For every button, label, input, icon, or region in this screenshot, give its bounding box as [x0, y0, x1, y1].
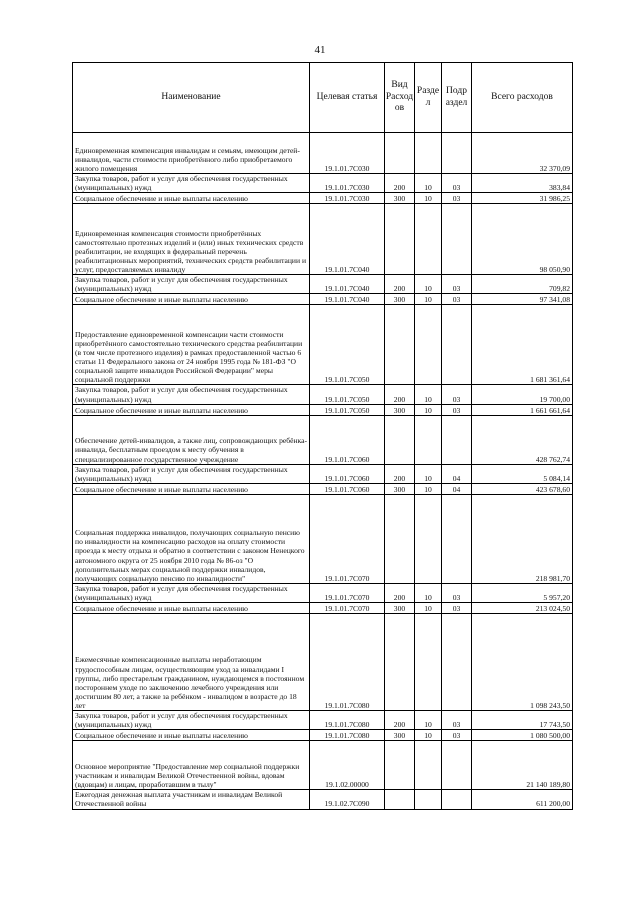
row-total: 1 098 243,50: [472, 614, 573, 711]
row-code: 19.1.02.7С090: [310, 790, 385, 809]
row-name: Социальное обеспечение и иные выплаты населению: [73, 294, 310, 305]
row-code: 19.1.01.7С080: [310, 730, 385, 741]
row-vid: [385, 204, 415, 275]
row-vid: 300: [385, 404, 415, 415]
table-row: [73, 603, 573, 614]
row-code: 19.1.02.00000: [310, 741, 385, 790]
header-total: Всего расходов: [472, 63, 573, 133]
row-vid: 200: [385, 711, 415, 730]
row-razdel: 10: [415, 483, 442, 494]
table-row: [73, 385, 573, 404]
row-total: 97 341,08: [472, 294, 573, 305]
row-vid: 200: [385, 385, 415, 404]
row-podrazdel: 04: [442, 483, 472, 494]
row-podrazdel: 03: [442, 294, 472, 305]
row-razdel: [415, 494, 442, 583]
row-code: 19.1.01.7С030: [310, 174, 385, 193]
row-code: 19.1.01.7С060: [310, 415, 385, 464]
table-row: [73, 494, 573, 583]
row-razdel: 10: [415, 174, 442, 193]
table-row: [73, 275, 573, 294]
row-razdel: [415, 614, 442, 711]
row-razdel: [415, 741, 442, 790]
row-vid: 300: [385, 193, 415, 204]
header-name: Наименование: [73, 63, 310, 133]
page-number: 41: [314, 44, 326, 56]
row-razdel: 10: [415, 404, 442, 415]
row-podrazdel: [442, 415, 472, 464]
row-podrazdel: [442, 133, 472, 174]
table-row: [73, 614, 573, 711]
row-podrazdel: 03: [442, 385, 472, 404]
row-total: 423 678,60: [472, 483, 573, 494]
row-razdel: 10: [415, 294, 442, 305]
row-name: Социальное обеспечение и иные выплаты населению: [73, 404, 310, 415]
row-podrazdel: 03: [442, 583, 472, 602]
row-podrazdel: [442, 741, 472, 790]
row-code: 19.1.01.7С040: [310, 294, 385, 305]
row-code: 19.1.01.7С050: [310, 404, 385, 415]
row-razdel: [415, 204, 442, 275]
row-code: 19.1.01.7С060: [310, 464, 385, 483]
row-total: 1 080 500,00: [472, 730, 573, 741]
table-row: [73, 483, 573, 494]
row-name: Социальное обеспечение и иные выплаты населению: [73, 193, 310, 204]
row-podrazdel: 03: [442, 730, 472, 741]
row-code: 19.1.01.7С070: [310, 583, 385, 602]
row-razdel: [415, 305, 442, 385]
row-name: Закупка товаров, работ и услуг для обеспечения государственных (муниципальных) нужд: [73, 385, 310, 404]
row-total: 19 700,00: [472, 385, 573, 404]
header-razdel: Разде л: [415, 63, 442, 133]
row-total: 709,82: [472, 275, 573, 294]
row-vid: [385, 494, 415, 583]
row-podrazdel: 03: [442, 174, 472, 193]
row-name: Социальное обеспечение и иные выплаты населению: [73, 483, 310, 494]
header-vid: Вид Расход ов: [385, 63, 415, 133]
row-podrazdel: 03: [442, 711, 472, 730]
row-name: Закупка товаров, работ и услуг для обеспечения государственных (муниципальных) нужд: [73, 711, 310, 730]
row-total: 32 370,09: [472, 133, 573, 174]
row-vid: 200: [385, 583, 415, 602]
row-code: 19.1.01.7С040: [310, 275, 385, 294]
row-razdel: 10: [415, 464, 442, 483]
row-total: 1 661 661,64: [472, 404, 573, 415]
table-row: [73, 204, 573, 275]
header-code: Целевая статья: [310, 63, 385, 133]
row-vid: 300: [385, 730, 415, 741]
row-razdel: 10: [415, 275, 442, 294]
table-row: [73, 193, 573, 204]
row-total: 213 024,50: [472, 603, 573, 614]
row-code: 19.1.01.7С030: [310, 133, 385, 174]
row-name: Ежегодная денежная выплата участникам и инвалидам Великой Отечественной войны: [73, 790, 310, 809]
table-row: [73, 294, 573, 305]
row-total: 383,84: [472, 174, 573, 193]
row-total: 428 762,74: [472, 415, 573, 464]
table-row: [73, 741, 573, 790]
row-podrazdel: 03: [442, 275, 472, 294]
row-vid: 200: [385, 174, 415, 193]
row-vid: [385, 133, 415, 174]
row-name: Закупка товаров, работ и услуг для обеспечения государственных (муниципальных) нужд: [73, 583, 310, 602]
row-name: Ежемесячные компенсационные выплаты неработающим трудоспособным лицам, осуществляющим уход за инвалидами I группы, либо престарелым гражданином, нуждающемся в постоянном постороннем уходе по заключению лечебного учреждения или достигшим 80 лет, а также за ребёнком - инвалидом в возрасте до 18 лет: [73, 614, 310, 711]
row-code: 19.1.01.7С030: [310, 193, 385, 204]
row-razdel: 10: [415, 603, 442, 614]
row-podrazdel: [442, 614, 472, 711]
row-total: 5 957,20: [472, 583, 573, 602]
row-total: 17 743,50: [472, 711, 573, 730]
row-vid: 300: [385, 294, 415, 305]
row-vid: 300: [385, 603, 415, 614]
table-row: [73, 583, 573, 602]
table-row: [73, 790, 573, 809]
table-row: [73, 730, 573, 741]
row-code: 19.1.01.7С050: [310, 305, 385, 385]
row-code: 19.1.01.7С080: [310, 711, 385, 730]
row-code: 19.1.01.7С040: [310, 204, 385, 275]
row-vid: 200: [385, 464, 415, 483]
row-vid: [385, 790, 415, 809]
row-total: 218 981,70: [472, 494, 573, 583]
row-razdel: 10: [415, 193, 442, 204]
table-header-row: [73, 63, 573, 133]
table-row: [73, 404, 573, 415]
row-razdel: 10: [415, 583, 442, 602]
row-vid: [385, 614, 415, 711]
row-name: Единовременная компенсация стоимости приобретённых самостоятельно протезных изделий и (или) иных технических средств реабилитации, не входящих в федеральный перечень реабилитационных мероприятий, технических средств реабилитации и услуг, предоставляемых инвалиду: [73, 204, 310, 275]
row-name: Закупка товаров, работ и услуг для обеспечения государственных (муниципальных) нужд: [73, 174, 310, 193]
row-total: 5 084,14: [472, 464, 573, 483]
row-podrazdel: [442, 305, 472, 385]
row-total: 611 200,00: [472, 790, 573, 809]
table-row: [73, 464, 573, 483]
row-total: 1 681 361,64: [472, 305, 573, 385]
row-podrazdel: 04: [442, 464, 472, 483]
row-name: Единовременная компенсация инвалидам и семьям, имеющим детей-инвалидов, части стоимости приобретённого либо приобретаемого жилого помещения: [73, 133, 310, 174]
table-row: [73, 711, 573, 730]
row-code: 19.1.01.7С050: [310, 385, 385, 404]
row-vid: 200: [385, 275, 415, 294]
header-podrazdel: Подр аздел: [442, 63, 472, 133]
row-podrazdel: 03: [442, 404, 472, 415]
table-row: [73, 133, 573, 174]
row-name: Закупка товаров, работ и услуг для обеспечения государственных (муниципальных) нужд: [73, 464, 310, 483]
row-razdel: 10: [415, 730, 442, 741]
row-name: Закупка товаров, работ и услуг для обеспечения государственных (муниципальных) нужд: [73, 275, 310, 294]
row-podrazdel: 03: [442, 193, 472, 204]
row-total: 31 986,25: [472, 193, 573, 204]
row-code: 19.1.01.7С080: [310, 614, 385, 711]
row-name: Предоставление единовременной компенсации части стоимости приобретённого самостоятельно технического средства реабилитации (в том числе протезного изделия) в рамках предоставленной частью 6 статьи 11 Федерального закона от 24 ноября 1995 года № 181-ФЗ "О социальной защите инвалидов Российской Федерации" меры социальной поддержки: [73, 305, 310, 385]
row-vid: [385, 741, 415, 790]
row-total: 21 140 189,80: [472, 741, 573, 790]
row-podrazdel: 03: [442, 603, 472, 614]
row-code: 19.1.01.7С060: [310, 483, 385, 494]
row-razdel: 10: [415, 711, 442, 730]
row-razdel: [415, 415, 442, 464]
row-razdel: [415, 133, 442, 174]
row-vid: [385, 415, 415, 464]
row-code: 19.1.01.7С070: [310, 603, 385, 614]
row-vid: [385, 305, 415, 385]
row-podrazdel: [442, 790, 472, 809]
budget-table: [72, 62, 573, 810]
table-row: [73, 305, 573, 385]
row-name: Обеспечение детей-инвалидов, а также лиц, сопровождающих ребёнка-инвалида, бесплатным проездом к месту обучения в специализированное государственное учреждение: [73, 415, 310, 464]
table-row: [73, 174, 573, 193]
row-name: Социальное обеспечение и иные выплаты населению: [73, 730, 310, 741]
row-total: 98 050,90: [472, 204, 573, 275]
row-razdel: [415, 790, 442, 809]
table-row: [73, 415, 573, 464]
row-razdel: 10: [415, 385, 442, 404]
row-podrazdel: [442, 494, 472, 583]
row-podrazdel: [442, 204, 472, 275]
row-code: 19.1.01.7С070: [310, 494, 385, 583]
row-name: Социальная поддержка инвалидов, получающих социальную пенсию по инвалидности на компенсацию расходов на оплату стоимости проезда к месту отдыха и обратно в соответствии с законом Ненецкого автономного округа от 25 ноября 2010 года № 86-оз "О дополнительных мерах социальной поддержки инвалидов, получающих социальную пенсию по инвалидности": [73, 494, 310, 583]
row-name: Социальное обеспечение и иные выплаты населению: [73, 603, 310, 614]
row-name: Основное мероприятие "Предоставление мер социальной поддержки участникам и инвалидам Великой Отечественной войны, вдовам (вдовцам) и лицам, проработавшим в тылу": [73, 741, 310, 790]
row-vid: 300: [385, 483, 415, 494]
